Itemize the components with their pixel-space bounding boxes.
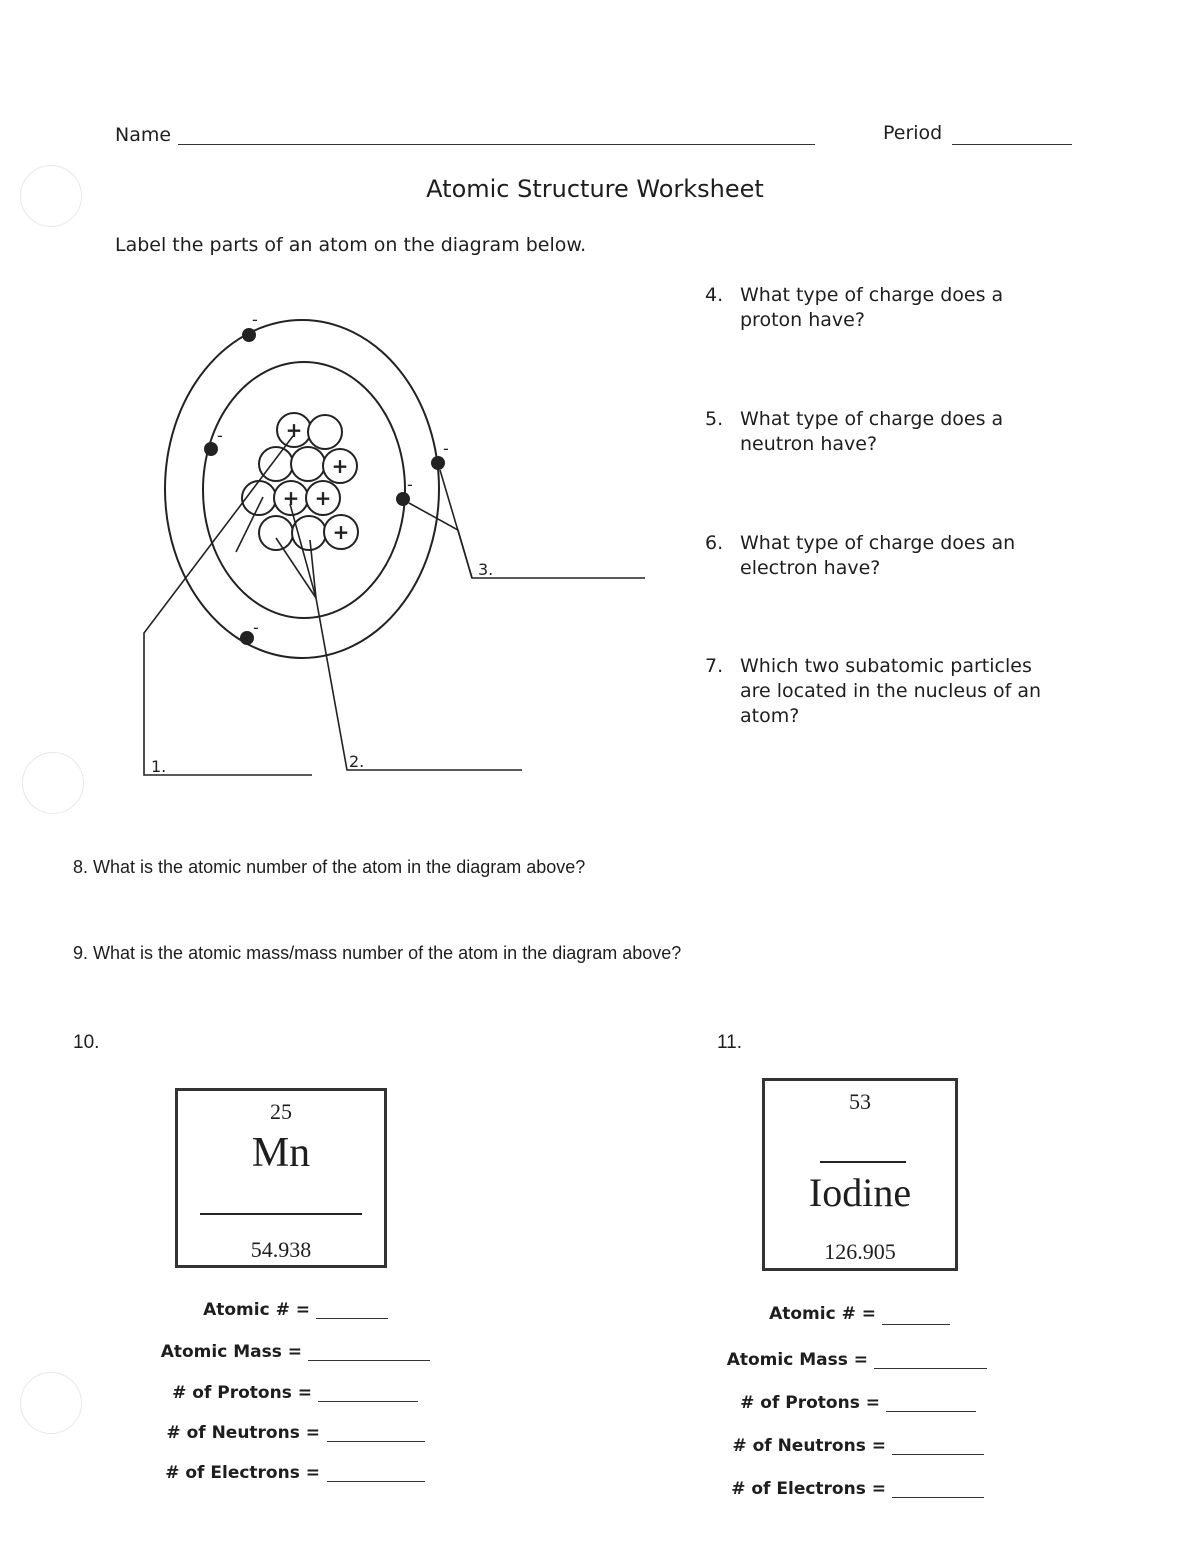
period-label: Period xyxy=(883,122,943,144)
instruction-text: Label the parts of an atom on the diagram below. xyxy=(115,234,587,256)
question-7 xyxy=(705,654,1065,732)
atomic-number-blank[interactable] xyxy=(316,1300,388,1319)
question-9 xyxy=(73,943,681,964)
question-text: What is the atomic mass/mass number of the atom in the diagram above? xyxy=(93,943,682,963)
label-2: 2. xyxy=(349,752,365,771)
atomic-mass: 126.905 xyxy=(824,1239,896,1264)
question-number: 5. xyxy=(705,408,724,430)
question-number: 4. xyxy=(705,284,724,306)
protons-label: # of Protons = xyxy=(172,1383,312,1403)
element-blank[interactable] xyxy=(820,1161,906,1163)
electron-minus-sign: - xyxy=(252,310,258,329)
electron-minus-sign: - xyxy=(253,618,259,637)
nucleus-particle xyxy=(308,415,342,449)
proton-plus-sign: + xyxy=(282,486,300,510)
leader-line-2c xyxy=(290,504,522,770)
electron xyxy=(204,442,218,456)
atomic-number: 53 xyxy=(849,1089,871,1114)
question-text: What type of charge does a proton have? xyxy=(740,284,1004,331)
atomic-number-label: Atomic # = xyxy=(203,1300,310,1320)
nucleus-particle xyxy=(292,516,326,550)
atomic-mass-blank[interactable] xyxy=(874,1350,987,1369)
question-number: 8. xyxy=(73,857,89,877)
atomic-mass-label: Atomic Mass = xyxy=(726,1350,868,1370)
leader-line-3 xyxy=(409,503,645,578)
neutrons-blank[interactable] xyxy=(327,1423,425,1442)
neutrons-label: # of Neutrons = xyxy=(732,1436,886,1456)
protons-label: # of Protons = xyxy=(740,1393,880,1413)
electrons-label: # of Electrons = xyxy=(165,1463,320,1483)
element-card-mn xyxy=(175,1088,387,1268)
page-title: Atomic Structure Worksheet xyxy=(426,175,764,203)
atomic-mass: 54.938 xyxy=(250,1237,312,1262)
proton-plus-sign: + xyxy=(314,486,332,510)
question-number: 7. xyxy=(705,655,724,677)
electron-minus-sign: - xyxy=(443,439,449,458)
electron-minus-sign: - xyxy=(407,475,413,494)
proton-plus-sign: + xyxy=(285,418,303,442)
protons-blank[interactable] xyxy=(318,1383,418,1402)
question-text: What type of charge does an electron have? xyxy=(740,532,1016,579)
question-4 xyxy=(705,283,1035,335)
atomic-number-label: Atomic # = xyxy=(769,1304,876,1324)
question-text: Which two subatomic particles are located in the nucleus of an atom? xyxy=(740,655,1042,727)
atomic-mass-blank[interactable] xyxy=(308,1342,430,1361)
atom-diagram xyxy=(130,305,670,790)
electron xyxy=(431,456,445,470)
name-blank[interactable] xyxy=(178,126,815,145)
electrons-blank[interactable] xyxy=(327,1463,425,1482)
question-6 xyxy=(705,531,1045,583)
nucleus-particle xyxy=(291,447,325,481)
element-name: Iodine xyxy=(808,1170,912,1215)
protons-blank[interactable] xyxy=(886,1393,976,1412)
electrons-blank[interactable] xyxy=(892,1479,984,1498)
question-text: What type of charge does a neutron have? xyxy=(740,408,1004,455)
label-1: 1. xyxy=(151,757,167,776)
electron xyxy=(242,328,256,342)
problem-10-number: 10. xyxy=(73,1032,100,1053)
name-label: Name xyxy=(115,124,172,146)
punch-hole-mark xyxy=(22,752,84,814)
atomic-number: 25 xyxy=(270,1099,292,1124)
question-number: 9. xyxy=(73,943,89,963)
electron-minus-sign: - xyxy=(217,426,223,445)
neutrons-blank[interactable] xyxy=(892,1436,984,1455)
question-8 xyxy=(73,857,585,878)
period-blank[interactable] xyxy=(952,126,1072,145)
label-3: 3. xyxy=(478,560,494,579)
electrons-label: # of Electrons = xyxy=(731,1479,886,1499)
atomic-number-blank[interactable] xyxy=(882,1306,950,1325)
neutrons-label: # of Neutrons = xyxy=(166,1423,320,1443)
nucleus-particle xyxy=(259,516,293,550)
problem-11-number: 11. xyxy=(717,1032,743,1053)
question-number: 6. xyxy=(705,532,724,554)
atomic-mass-label: Atomic Mass = xyxy=(160,1342,302,1362)
electron xyxy=(240,631,254,645)
nucleus-particle xyxy=(259,447,293,481)
question-text: What is the atomic number of the atom in the diagram above? xyxy=(93,857,586,877)
leader-line-3b xyxy=(440,470,472,578)
question-5 xyxy=(705,407,1035,459)
punch-hole-mark xyxy=(20,1372,82,1434)
proton-plus-sign: + xyxy=(331,454,349,478)
proton-plus-sign: + xyxy=(332,520,350,544)
electron xyxy=(396,492,410,506)
element-symbol: Mn xyxy=(251,1130,311,1176)
element-card-iodine xyxy=(762,1078,958,1271)
element-blank[interactable] xyxy=(200,1213,362,1215)
